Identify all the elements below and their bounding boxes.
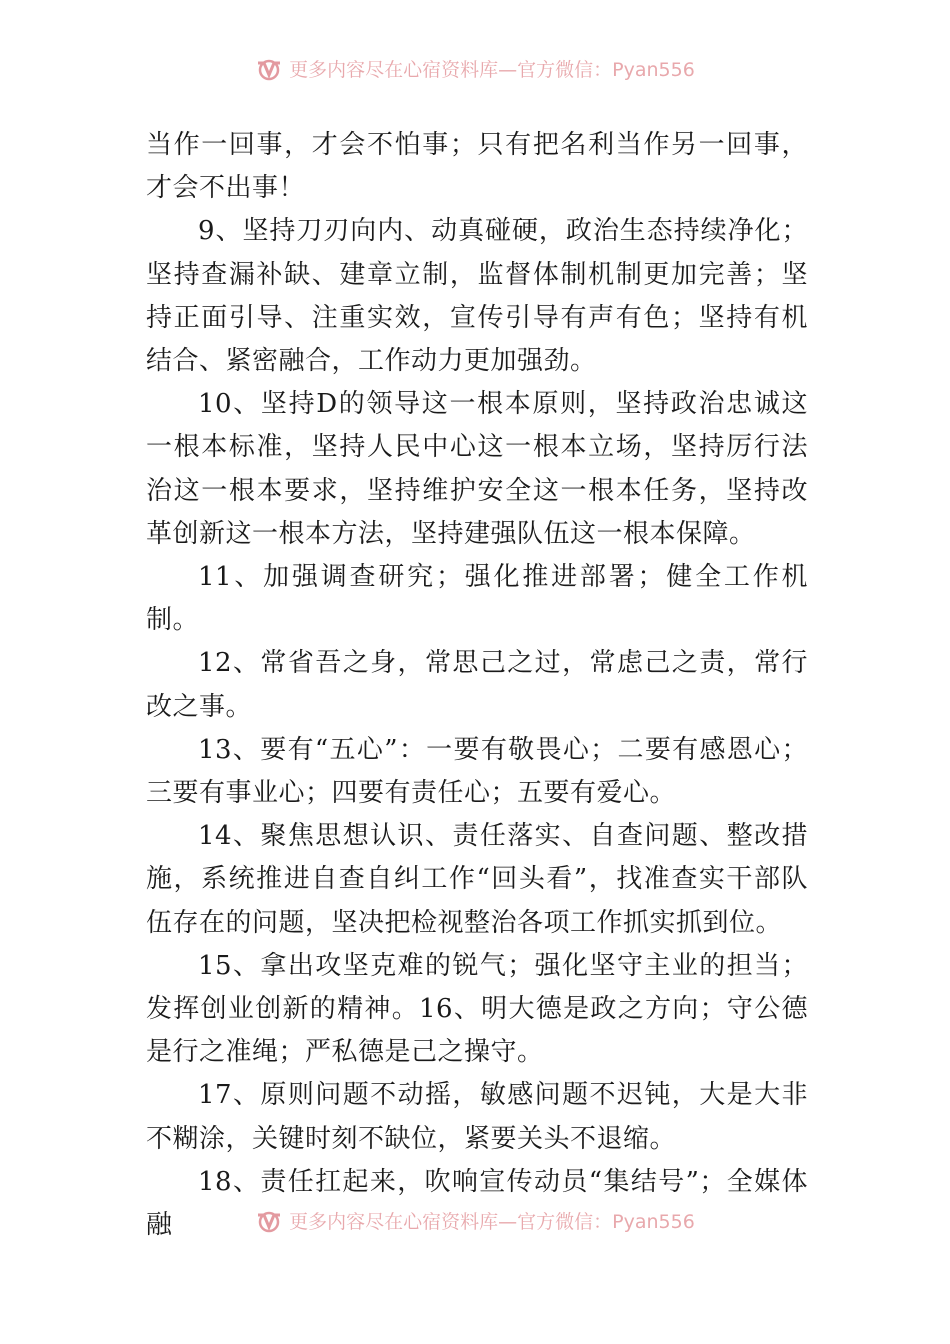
header-watermark xyxy=(0,58,950,82)
paragraph-15-16: 15、拿出攻坚克难的锐气；强化坚守主业的担当；发挥创业创新的精神。16、明大德是政之方向；守公德是行之准绳；严私德是己之操守。 xyxy=(146,950,808,1068)
paragraph-17: 17、原则问题不动摇，敏感问题不迟钝，大是大非不糊涂，关键时刻不缺位，紧要关头不退缩。 xyxy=(146,1080,808,1154)
paragraph-continuation: 当作一回事，才会不怕事；只有把名利当作另一回事，才会不出事！ xyxy=(146,130,808,204)
watermark-text: 更多内容尽在心宿资料库—官方微信：Pyan556 xyxy=(289,59,695,81)
paragraph-9: 9、坚持刀刃向内、动真碰硬，政治生态持续净化；坚持查漏补缺、建章立制，监督体制机制更加完善；坚持正面引导、注重实效，宣传引导有声有色；坚持有机结合、紧密融合，工作动力更加强劲。 xyxy=(146,216,808,377)
paragraph-11: 11、加强调查研究；强化推进部署；健全工作机制。 xyxy=(146,562,808,636)
paragraph-18: 18、责任扛起来，吹响宣传动员“集结号”；全媒体融 xyxy=(146,1166,808,1241)
paragraph-12: 12、常省吾之身，常思己之过，常虑己之责，常行改之事。 xyxy=(146,648,808,722)
watermark-text: 更多内容尽在心宿资料库—官方微信：Pyan556 xyxy=(289,1211,695,1233)
paragraph-10: 10、坚持D的领导这一根本原则，坚持政治忠诚这一根本标准，坚持人民中心这一根本立场，坚持厉行法治这一根本要求，坚持维护安全这一根本任务，坚持改革创新这一根本方法，坚持建强队伍这一根本保障。 xyxy=(146,389,808,549)
paragraph-13: 13、要有“五心”：一要有敬畏心；二要有感恩心；三要有事业心；四要有责任心；五要有爱心。 xyxy=(146,734,808,809)
watermark-logo-icon xyxy=(255,1210,283,1234)
paragraph-14: 14、聚焦思想认识、责任落实、自查问题、整改措施，系统推进自查自纠工作“回头看”，找准查实干部队伍存在的问题，坚决把检视整治各项工作抓实抓到位。 xyxy=(146,821,808,938)
document-body xyxy=(146,124,808,1247)
footer-watermark xyxy=(0,1210,950,1234)
watermark-logo-icon xyxy=(255,58,283,82)
